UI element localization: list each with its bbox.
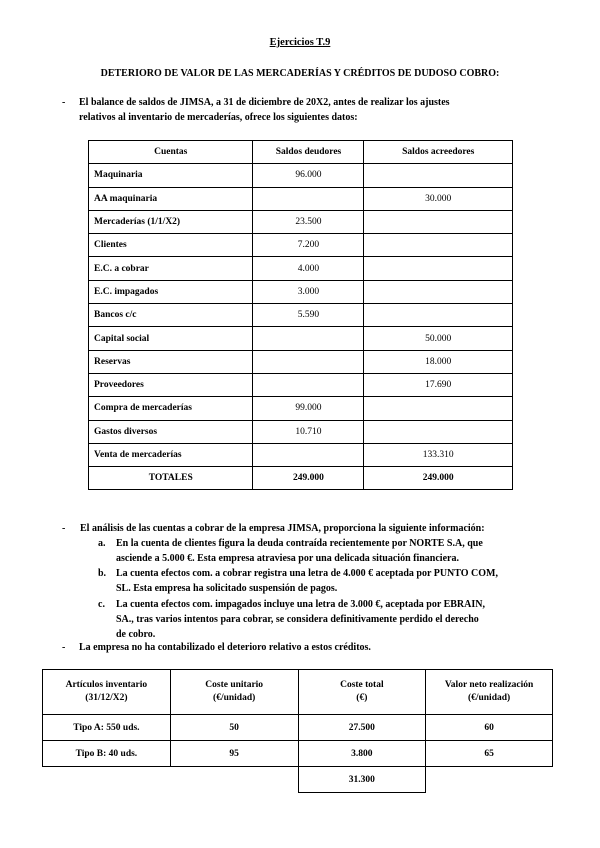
- cell-cuenta: Venta de mercaderías: [89, 443, 253, 466]
- intro-line-2: relativos al inventario de mercaderías, ofrece los siguientes datos:: [79, 112, 358, 123]
- cell-cuenta: Capital social: [89, 327, 253, 350]
- table-row: Tipo A: 550 uds. 50 27.500 60: [43, 715, 553, 741]
- table-row: [89, 304, 513, 327]
- cell-deudor: 96.000: [253, 164, 364, 187]
- bullet-dash: -: [62, 97, 66, 108]
- cell-deudor: 10.710: [253, 420, 364, 443]
- cell-cuenta: Compra de mercaderías: [89, 397, 253, 420]
- table-row: [89, 443, 513, 466]
- cell-cuenta: Mercaderías (1/1/X2): [89, 210, 253, 233]
- table-header-row: [89, 141, 513, 164]
- cell-acreedor: [364, 420, 513, 443]
- cell-cuenta: Bancos c/c: [89, 304, 253, 327]
- cell-acreedor: 30.000: [364, 187, 513, 210]
- table-row: [89, 327, 513, 350]
- cell-cuenta: Proveedores: [89, 373, 253, 396]
- cell-acreedor: 18.000: [364, 350, 513, 373]
- cell-acreedor: 133.310: [364, 443, 513, 466]
- totals-acreedor: 249.000: [364, 467, 513, 490]
- col-header-cuentas: Cuentas: [89, 141, 253, 164]
- cell-deudor: 7.200: [253, 234, 364, 257]
- table-row: [89, 420, 513, 443]
- sum-row: [43, 767, 553, 793]
- table-row: [89, 280, 513, 303]
- cell-acreedor: [364, 257, 513, 280]
- cell-acreedor: [364, 234, 513, 257]
- table-row: [89, 373, 513, 396]
- cell-deudor: 4.000: [253, 257, 364, 280]
- table-row: [89, 164, 513, 187]
- cell-acreedor: 50.000: [364, 327, 513, 350]
- bullet-dash: -: [62, 642, 66, 653]
- cell-deudor: [253, 187, 364, 210]
- cell-deudor: [253, 350, 364, 373]
- table-row: Tipo B: 40 uds. 95 3.800 65: [43, 741, 553, 767]
- cell-cuenta: Maquinaria: [89, 164, 253, 187]
- inventory-table: [42, 669, 553, 793]
- bullet-dash: -: [62, 523, 66, 534]
- col-header-coste-unitario: Coste unitario (€/unidad): [170, 670, 298, 715]
- cell-cuenta: AA maquinaria: [89, 187, 253, 210]
- intro-line-1: El balance de saldos de JIMSA, a 31 de diciembre de 20X2, antes de realizar los ajustes: [79, 97, 450, 108]
- cell-cuenta: E.C. impagados: [89, 280, 253, 303]
- table-row: [89, 397, 513, 420]
- sum-total: 31.300: [298, 767, 426, 793]
- table-row: [89, 210, 513, 233]
- cell-acreedor: [364, 280, 513, 303]
- cell-cuenta: Gastos diversos: [89, 420, 253, 443]
- table-row: [89, 187, 513, 210]
- cell-deudor: 3.000: [253, 280, 364, 303]
- cell-deudor: 99.000: [253, 397, 364, 420]
- cell-acreedor: [364, 304, 513, 327]
- cell-deudor: 5.590: [253, 304, 364, 327]
- cell-acreedor: [364, 164, 513, 187]
- cell-deudor: [253, 327, 364, 350]
- balance-table: [88, 140, 513, 490]
- cell-deudor: [253, 373, 364, 396]
- col-header-vnr: Valor neto realización (€/unidad): [426, 670, 553, 715]
- table-row: [89, 257, 513, 280]
- note-text: La empresa no ha contabilizado el deterioro relativo a estos créditos.: [79, 642, 371, 653]
- col-header-articulos: Artículos inventario (31/12/X2): [43, 670, 171, 715]
- cell-cuenta: E.C. a cobrar: [89, 257, 253, 280]
- col-header-deudores: Saldos deudores: [253, 141, 364, 164]
- cell-acreedor: 17.690: [364, 373, 513, 396]
- cell-deudor: [253, 443, 364, 466]
- cell-deudor: 23.500: [253, 210, 364, 233]
- cell-acreedor: [364, 397, 513, 420]
- totals-deudor: 249.000: [253, 467, 364, 490]
- table-row: [89, 350, 513, 373]
- col-header-coste-total: Coste total (€): [298, 670, 426, 715]
- totals-label: TOTALES: [89, 467, 253, 490]
- analysis-intro: El análisis de las cuentas a cobrar de la empresa JIMSA, proporciona la siguiente información:: [80, 523, 485, 534]
- page-title: Ejercicios T.9: [269, 37, 331, 48]
- totals-row: [89, 467, 513, 490]
- cell-cuenta: Reservas: [89, 350, 253, 373]
- table-header-row: [43, 670, 553, 715]
- cell-acreedor: [364, 210, 513, 233]
- table-row: [89, 234, 513, 257]
- section-subtitle: DETERIORO DE VALOR DE LAS MERCADERÍAS Y CRÉDITOS DE DUDOSO COBRO:: [100, 68, 500, 79]
- col-header-acreedores: Saldos acreedores: [364, 141, 513, 164]
- cell-cuenta: Clientes: [89, 234, 253, 257]
